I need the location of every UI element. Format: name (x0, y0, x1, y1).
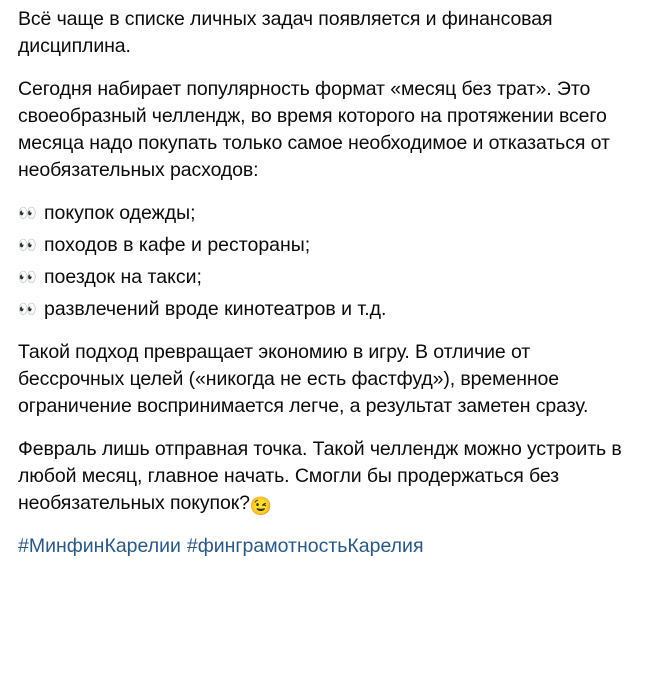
eyes-icon: 👀 (18, 301, 36, 318)
wink-emoji: 😉 (249, 496, 273, 516)
eyes-icon: 👀 (18, 205, 36, 222)
list-item-label: походов в кафе и рестораны; (44, 234, 311, 256)
eyes-icon: 👀 (18, 269, 36, 286)
list-item-label: поездок на такси; (44, 266, 202, 288)
hashtag-fingramotnost-kareliya[interactable]: #финграмотностьКарелия (186, 535, 424, 557)
post-paragraph-2: Сегодня набирает популярность формат «месяц без трат». Это своеобразный челлендж, во время которого на протяжении всего месяца надо покупать только самое необходимое и отказаться от необязательных расходов: (18, 78, 610, 181)
list-item (18, 296, 631, 323)
list-item (18, 232, 631, 259)
list-item-label: развлечений вроде кинотеатров и т.д. (44, 298, 387, 320)
post-paragraph-4-text: Февраль лишь отправная точка. Такой челлендж можно устроить в любой месяц, главное начать. Смогли бы продержаться без необязательных покупок? (18, 438, 622, 514)
list-item (18, 264, 631, 291)
list-item (18, 200, 631, 227)
hashtag-row (18, 533, 631, 560)
expense-list (18, 200, 631, 323)
eyes-icon: 👀 (18, 237, 36, 254)
post-paragraph-3: Такой подход превращает экономию в игру. В отличие от бессрочных целей («никогда не есть фастфуд»), временное ограничение воспринимается легче, а результат заметен сразу. (18, 341, 589, 417)
post-paragraph-4 (18, 436, 631, 517)
list-item-label: покупок одежды; (44, 202, 196, 224)
hashtag-minfin-karelii[interactable]: #МинфинКарелии (18, 535, 181, 557)
post-paragraph-1: Всё чаще в списке личных задач появляется и финансовая дисциплина. (18, 8, 553, 57)
